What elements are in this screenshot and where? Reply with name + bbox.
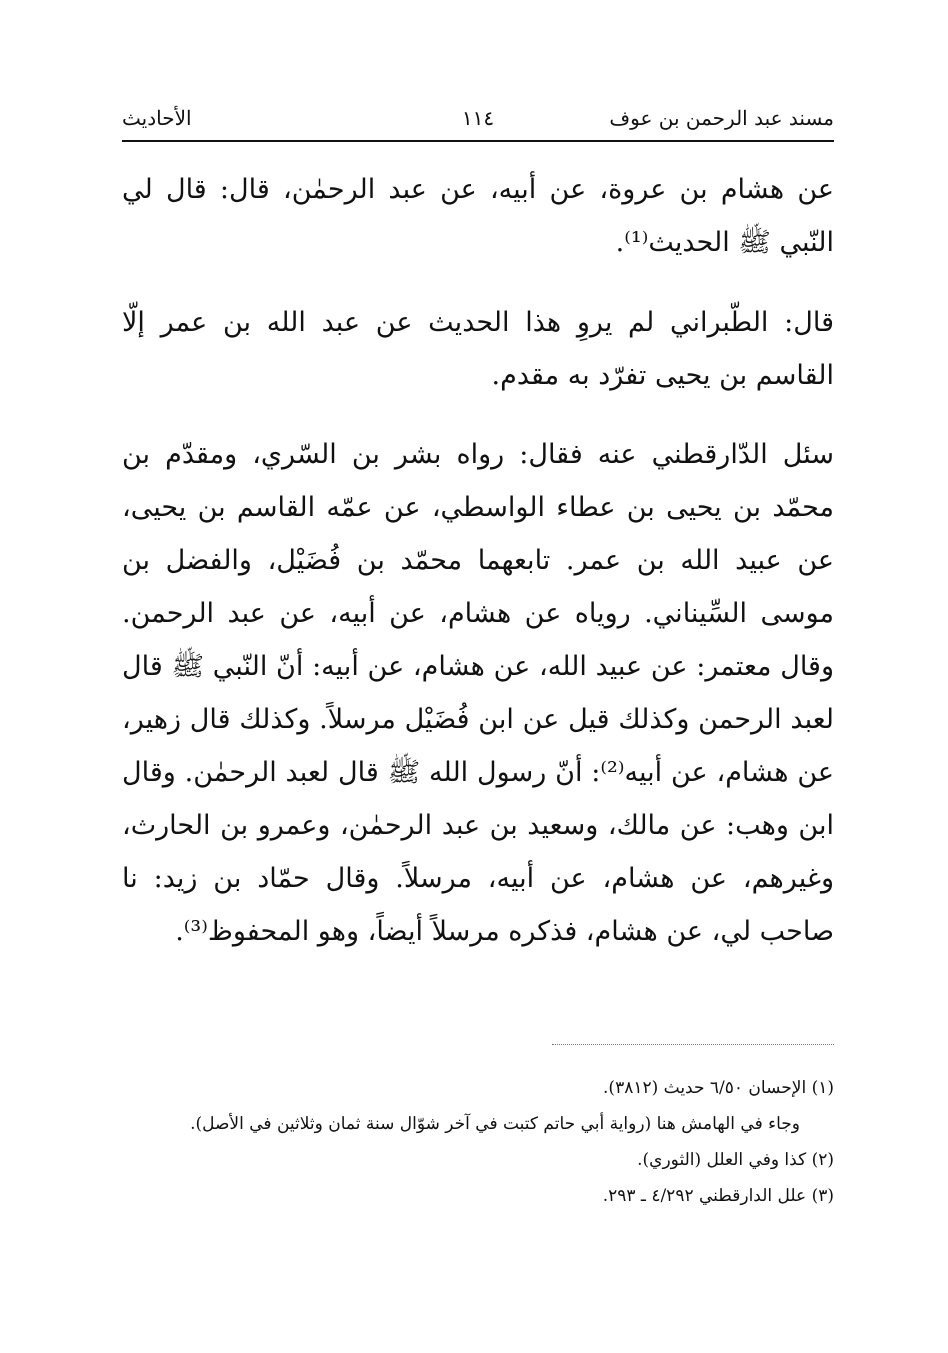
paragraph-daraqutni (122, 428, 834, 958)
paragraph-1-text: عن هشام بن عروة، عن أبيه، عن عبد الرحمٰن، قال: قال لي النّبي ﷺ الحديث⁽¹⁾. (122, 174, 834, 258)
footnote-1: (١) الإحسان ٦/٥٠ حديث (٣٨١٢). (603, 1078, 834, 1098)
book-title: مسند عبد الرحمن بن عوف (609, 106, 834, 130)
paragraph-tabarani (122, 296, 834, 402)
footnote-2: (٢) كذا وفي العلل (الثوري). (637, 1150, 834, 1170)
footnote-1-continued: وجاء في الهامش هنا (رواية أبي حاتم كتبت في آخر شوّال سنة ثمان وثلاثين في الأصل). (190, 1114, 800, 1134)
running-header (122, 100, 834, 136)
footnote-separator (552, 1044, 834, 1045)
section-title: الأحاديث (122, 106, 192, 130)
paragraph-3-text: سئل الدّارقطني عنه فقال: رواه بشر بن السّري، ومقدّم بن محمّد بن يحيى بن عطاء الواسطي، عن عمّه القاسم بن يحيى، عن عبيد الله بن عمر. تابعهما محمّد بن فُضَيْل، والفضل بن موسى السِّيناني. روياه عن هشام، عن أبيه، عن عبد الرحمن. وقال معتمر: عن عبيد الله، عن هشام، عن أبيه: أنّ النّبي ﷺ قال لعبد الرحمن وكذلك قيل عن ابن فُضَيْل مرسلاً. وكذلك قال زهير، عن هشام، عن أبيه⁽²⁾: أنّ رسول الله ﷺ قال لعبد الرحمٰن. وقال ابن وهب: عن مالك، وسعيد بن عبد الرحمٰن، وعمرو بن الحارث، وغيرهم، عن هشام، عن أبيه، مرسلاً. وقال حمّاد بن زيد: نا صاحب لي، عن هشام، فذكره مرسلاً أيضاً، وهو المحفوظ⁽³⁾. (122, 439, 834, 947)
footnotes (158, 1074, 834, 1218)
paragraph-hadith (122, 163, 834, 269)
paragraph-2-text: قال: الطّبراني لم يروِ هذا الحديث عن عبد الله بن عمر إلّا القاسم بن يحيى تفرّد به مقدم. (122, 307, 834, 391)
header-rule (122, 140, 834, 142)
footnote-3: (٣) علل الدارقطني ٤/٢٩٢ ـ ٢٩٣. (602, 1186, 834, 1206)
page-number: ١١٤ (461, 106, 495, 130)
